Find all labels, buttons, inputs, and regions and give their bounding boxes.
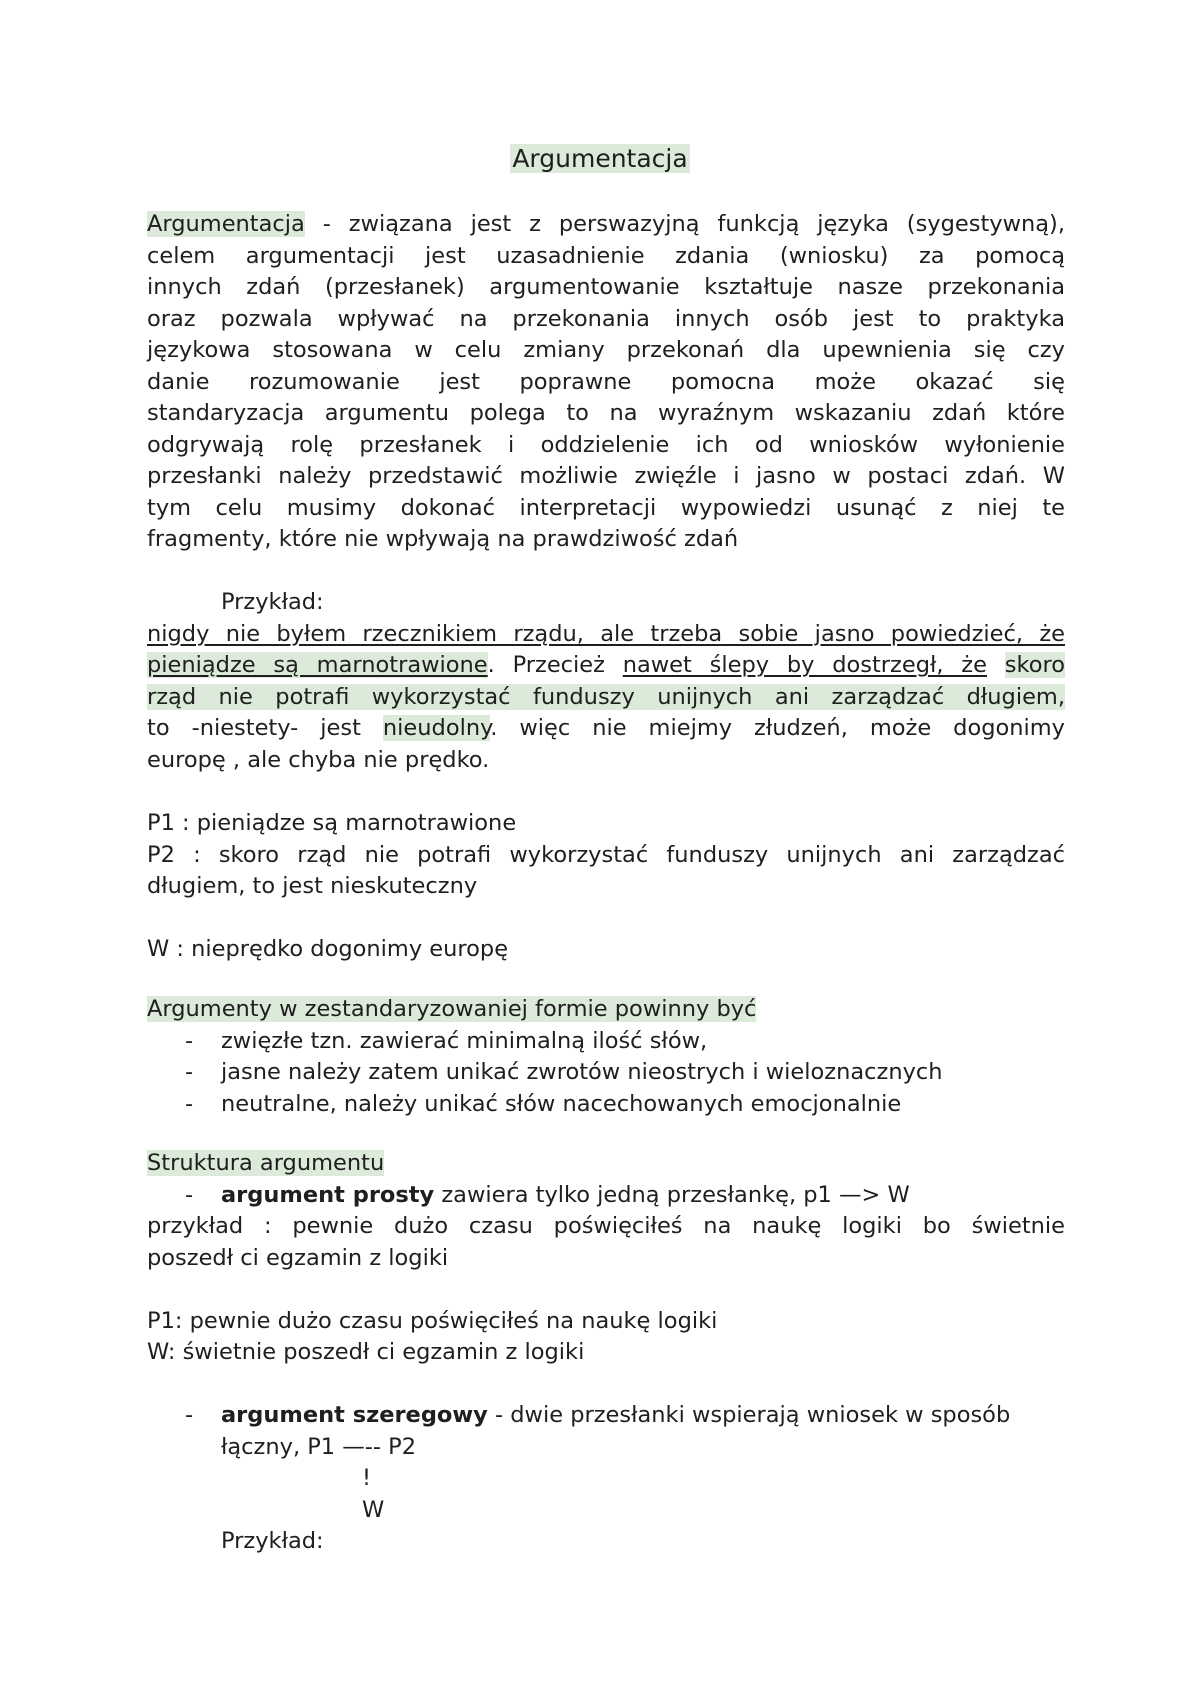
intro-line: językowa stosowana w celu zmiany przekonań dla upewnienia się czy: [147, 337, 1065, 363]
premise-p2: P2 : skoro rząd nie potrafi wykorzystać funduszy unijnych ani zarządzać: [147, 841, 1065, 868]
spacer: [147, 1369, 1065, 1401]
structure-heading: [147, 1148, 1065, 1180]
simple-example-line: przykład : pewnie dużo czasu poświęciłeś na naukę logiki bo świetnie: [147, 1213, 1065, 1239]
intro-line: [147, 209, 1065, 241]
example-line: [147, 650, 1065, 682]
simple-conclusion-w: W: świetnie poszedł ci egzamin z logiki: [147, 1339, 585, 1365]
term-simple-argument: argument prosty: [221, 1181, 435, 1208]
structure-section: [147, 1148, 1065, 1558]
simple-example-line: poszedł ci egzamin z logiki: [147, 1244, 449, 1271]
example-line: [147, 619, 1065, 651]
list-item-text: zwięzłe tzn. zawierać minimalną ilość słów,: [221, 1027, 708, 1054]
list-item-text: zawiera tylko jedną przesłankę, p1 —> W: [434, 1181, 910, 1208]
example-highlight-premise-1: pieniądze są marnotrawione: [147, 652, 488, 678]
example-label: Przykład:: [221, 589, 324, 615]
standardized-heading: [147, 994, 1065, 1026]
spacer: [147, 1274, 1065, 1306]
example-underlined-text: nigdy nie byłem rzecznikiem rządu, ale trzeba sobie jasno powiedzieć, że: [147, 620, 1065, 647]
list-item-text: - dwie przesłanki wspierają wniosek w sposób: [487, 1402, 1011, 1428]
document-title-text: Argumentacja: [512, 144, 688, 173]
premises-section: [147, 808, 1065, 966]
serial-line: łączny, P1 —-- P2: [221, 1433, 417, 1460]
intro-line: innych zdań (przesłanek) argumentowanie kształtuje nasze przekonania: [147, 274, 1065, 300]
intro-line: standaryzacja argumentu polega to na wyraźnym wskazaniu zdań które: [147, 400, 1065, 426]
spacer: [147, 903, 1065, 935]
document-title: [0, 142, 1200, 176]
example-plain-text: . więc nie miejmy złudzeń, może dogonimy: [490, 715, 1066, 741]
intro-line: oraz pozwala wpływać na przekonania innych osób jest to praktyka: [147, 305, 1065, 332]
term-serial-argument: argument szeregowy: [221, 1402, 488, 1428]
example-highlight-premise-2: skoro: [1004, 652, 1065, 678]
intro-term: Argumentacja: [147, 211, 305, 237]
standardized-heading-text: Argumenty w zestandaryzowaniej formie powinny być: [147, 996, 757, 1022]
conclusion-w: W : nieprędko dogonimy europę: [147, 936, 509, 962]
premise-p2-continued: długiem, to jest nieskuteczny: [147, 873, 478, 899]
example-highlight-premise-2: rząd nie potrafi wykorzystać funduszy unijnych ani zarządzać długiem,: [147, 683, 1065, 710]
dash-bullet: -: [185, 1181, 194, 1208]
structure-heading-text: Struktura argumentu: [147, 1150, 385, 1176]
example-section: [147, 587, 1065, 776]
premise-p1: P1 : pieniądze są marnotrawione: [147, 810, 517, 836]
dash-bullet: -: [185, 1090, 194, 1117]
intro-line: przesłanki należy przedstawić możliwie zwięźle i jasno w postaci zdań. W: [147, 463, 1065, 489]
intro-line: danie rozumowanie jest poprawne pomocna może okazać się: [147, 368, 1065, 395]
example-plain-text: to -niestety- jest: [147, 715, 383, 741]
serial-example-label: Przykład:: [221, 1528, 324, 1554]
list-item: [147, 1089, 1065, 1121]
list-item: [147, 1400, 1065, 1432]
list-item: [147, 1180, 1065, 1212]
list-item: [147, 1026, 1065, 1058]
diagram-connector: !: [362, 1465, 372, 1491]
dash-bullet: -: [185, 1402, 194, 1428]
example-highlight-premise-2: nieudolny: [382, 715, 491, 741]
intro-line: odgrywają rolę przesłanek i oddzielenie ich od wniosków wyłonienie: [147, 431, 1065, 458]
intro-paragraph: [147, 209, 1065, 556]
intro-line: tym celu musimy dokonać interpretacji wypowiedzi usunąć z niej te: [147, 494, 1065, 521]
example-plain-text: . Przecież: [487, 652, 623, 678]
intro-line-text: - związana jest z perswazyjną funkcją języka (sygestywną),: [304, 211, 1065, 237]
list-item: [147, 1057, 1065, 1089]
example-plain-text: [987, 652, 1005, 678]
intro-line: celem argumentacji jest uzasadnienie zdania (wniosku) za pomocą: [147, 242, 1065, 269]
standardized-section: [147, 994, 1065, 1120]
dash-bullet: -: [185, 1027, 194, 1054]
simple-premise-p1: P1: pewnie dużo czasu poświęciłeś na naukę logiki: [147, 1307, 718, 1334]
list-item-text: jasne należy zatem unikać zwrotów nieostrych i wieloznacznych: [221, 1059, 943, 1085]
dash-bullet: -: [185, 1059, 194, 1085]
example-underlined-text: nawet ślepy by dostrzegł, że: [622, 652, 987, 678]
example-line: europę , ale chyba nie prędko.: [147, 746, 490, 773]
example-line: [147, 682, 1065, 714]
list-item-text: neutralne, należy unikać słów nacechowanych emocjonalnie: [221, 1090, 902, 1117]
intro-line: fragmenty, które nie wpływają na prawdziwość zdań: [147, 526, 739, 552]
example-line: [147, 713, 1065, 745]
diagram-conclusion: W: [362, 1496, 385, 1523]
